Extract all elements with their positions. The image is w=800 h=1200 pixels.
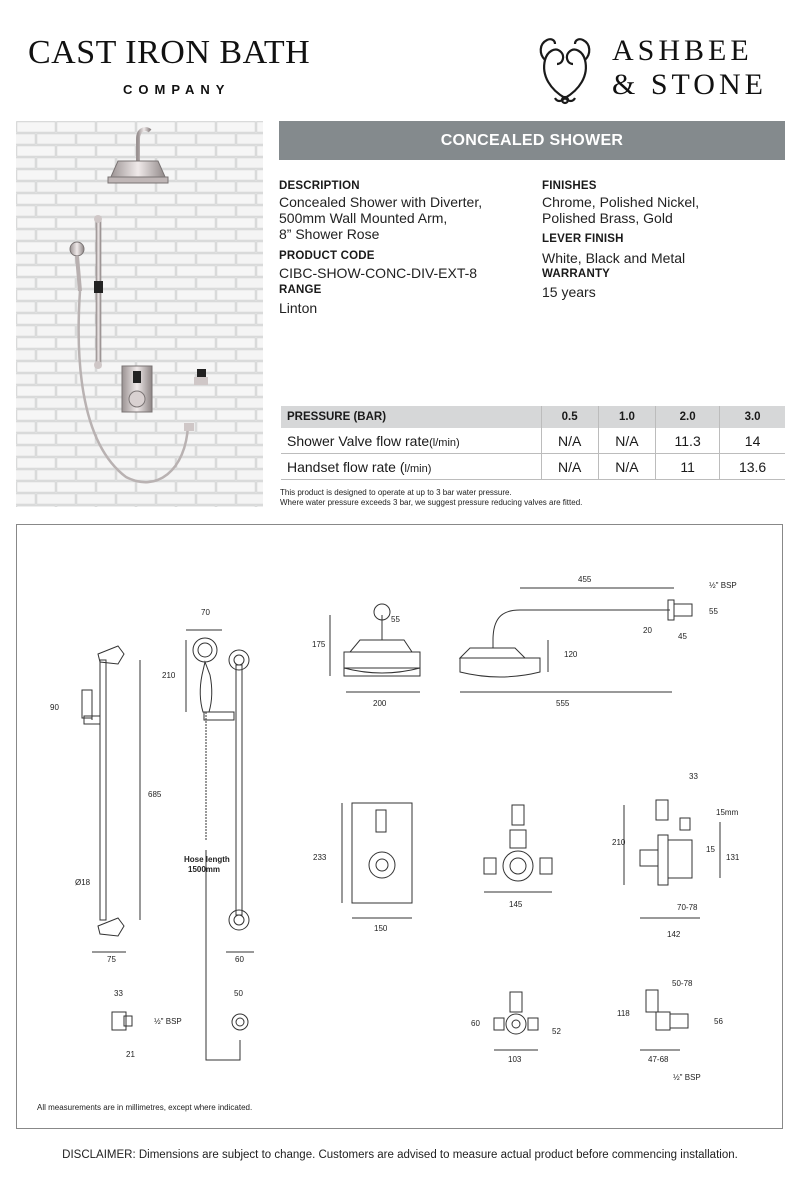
dim-55-b: 55 bbox=[709, 607, 718, 616]
dim-half-bsp-3: ½" BSP bbox=[673, 1073, 701, 1082]
product-title-bar: CONCEALED SHOWER bbox=[279, 121, 785, 160]
description-label: DESCRIPTION bbox=[279, 180, 360, 192]
table-cell: N/A bbox=[598, 428, 655, 454]
hose-length-value: 1500mm bbox=[188, 865, 221, 874]
brand-left-title: CAST IRON BATH bbox=[28, 34, 311, 71]
warranty-value: 15 years bbox=[542, 284, 596, 300]
range-value: Linton bbox=[279, 300, 318, 316]
brand-left-subtitle: COMPANY bbox=[123, 82, 231, 97]
dim-15: 15 bbox=[706, 845, 715, 854]
dim-70: 70 bbox=[201, 608, 210, 617]
table-cell: 14 bbox=[720, 428, 785, 454]
row-label-text: Handset flow rate ( bbox=[287, 458, 405, 475]
dim-555: 555 bbox=[556, 699, 570, 708]
description-line-1: Concealed Shower with Diverter, bbox=[279, 194, 483, 210]
dim-75: 75 bbox=[107, 955, 116, 964]
range-label: RANGE bbox=[279, 284, 322, 296]
description-line-2: 500mm Wall Mounted Arm, bbox=[279, 210, 448, 226]
dim-90: 90 bbox=[50, 703, 59, 712]
brand-right-line1: ASHBEE bbox=[612, 34, 753, 67]
table-cell: 11 bbox=[656, 454, 720, 480]
brand-right-line2: & STONE bbox=[612, 68, 767, 101]
pressure-col-0-5: 0.5 bbox=[541, 406, 598, 428]
dim-118: 118 bbox=[617, 1009, 630, 1018]
pressure-note-2: Where water pressure exceeds 3 bar, we suggest pressure reducing valves are fitted. bbox=[280, 498, 583, 507]
dim-20: 20 bbox=[643, 626, 652, 635]
dim-455: 455 bbox=[578, 575, 592, 584]
dim-half-bsp-2: ½" BSP bbox=[154, 1017, 182, 1026]
product-code: CIBC-SHOW-CONC-DIV-EXT-8 bbox=[279, 265, 478, 281]
dim-diameter-18: Ø18 bbox=[75, 878, 91, 887]
dim-33-a: 33 bbox=[689, 772, 698, 781]
finishes-label: FINISHES bbox=[542, 180, 597, 192]
warranty-label: WARRANTY bbox=[542, 268, 611, 280]
dim-120: 120 bbox=[564, 650, 578, 659]
table-cell: N/A bbox=[541, 454, 598, 480]
table-cell: N/A bbox=[598, 454, 655, 480]
pressure-header-label: PRESSURE (BAR) bbox=[281, 406, 541, 428]
lever-finish-label: LEVER FINISH bbox=[542, 233, 624, 245]
pressure-note-1: This product is designed to operate at up to 3 bar water pressure. bbox=[280, 488, 512, 497]
dim-50-78: 50-78 bbox=[672, 979, 693, 988]
dim-33-b: 33 bbox=[114, 989, 123, 998]
dim-103: 103 bbox=[508, 1055, 522, 1064]
dim-45: 45 bbox=[678, 632, 687, 641]
disclaimer: DISCLAIMER: Dimensions are subject to change. Customers are advised to measure actual product before commencing installation. bbox=[62, 1149, 738, 1161]
lever-finish-value: White, Black and Metal bbox=[542, 250, 686, 266]
pressure-col-3-0: 3.0 bbox=[720, 406, 785, 428]
dim-175: 175 bbox=[312, 640, 326, 649]
dim-60-b: 60 bbox=[471, 1019, 480, 1028]
finishes-line-1: Chrome, Polished Nickel, bbox=[542, 194, 700, 210]
product-code-label: PRODUCT CODE bbox=[279, 250, 375, 262]
dim-50: 50 bbox=[234, 989, 243, 998]
dim-233: 233 bbox=[313, 853, 327, 862]
dim-142: 142 bbox=[667, 930, 681, 939]
row-label-unit: l/min) bbox=[404, 462, 432, 475]
description-line-3: 8” Shower Rose bbox=[279, 226, 380, 242]
dim-210: 210 bbox=[162, 671, 176, 680]
dim-55-a: 55 bbox=[391, 615, 400, 624]
finishes-line-2: Polished Brass, Gold bbox=[542, 210, 673, 226]
table-cell: 11.3 bbox=[656, 428, 720, 454]
hose-length-label: Hose length bbox=[184, 855, 230, 864]
dim-145: 145 bbox=[509, 900, 523, 909]
table-cell: 13.6 bbox=[720, 454, 785, 480]
dim-60: 60 bbox=[235, 955, 244, 964]
dim-21: 21 bbox=[126, 1050, 135, 1059]
dim-685: 685 bbox=[148, 790, 162, 799]
dim-200: 200 bbox=[373, 699, 387, 708]
dim-52: 52 bbox=[552, 1027, 561, 1036]
row-label-unit: (l/min) bbox=[429, 436, 460, 449]
pressure-col-1-0: 1.0 bbox=[598, 406, 655, 428]
row-label-text: Shower Valve flow rate bbox=[287, 432, 430, 449]
dim-47-68: 47-68 bbox=[648, 1055, 669, 1064]
dim-131: 131 bbox=[726, 853, 740, 862]
dim-56: 56 bbox=[714, 1017, 723, 1026]
table-cell: N/A bbox=[541, 428, 598, 454]
dim-half-bsp-1: ½" BSP bbox=[709, 581, 737, 590]
measurement-footnote: All measurements are in millimetres, except where indicated. bbox=[37, 1103, 253, 1112]
dim-15mm: 15mm bbox=[716, 808, 739, 817]
pressure-col-2-0: 2.0 bbox=[656, 406, 720, 428]
dim-70-78: 70-78 bbox=[677, 903, 698, 912]
dim-210-b: 210 bbox=[612, 838, 626, 847]
dim-150: 150 bbox=[374, 924, 388, 933]
